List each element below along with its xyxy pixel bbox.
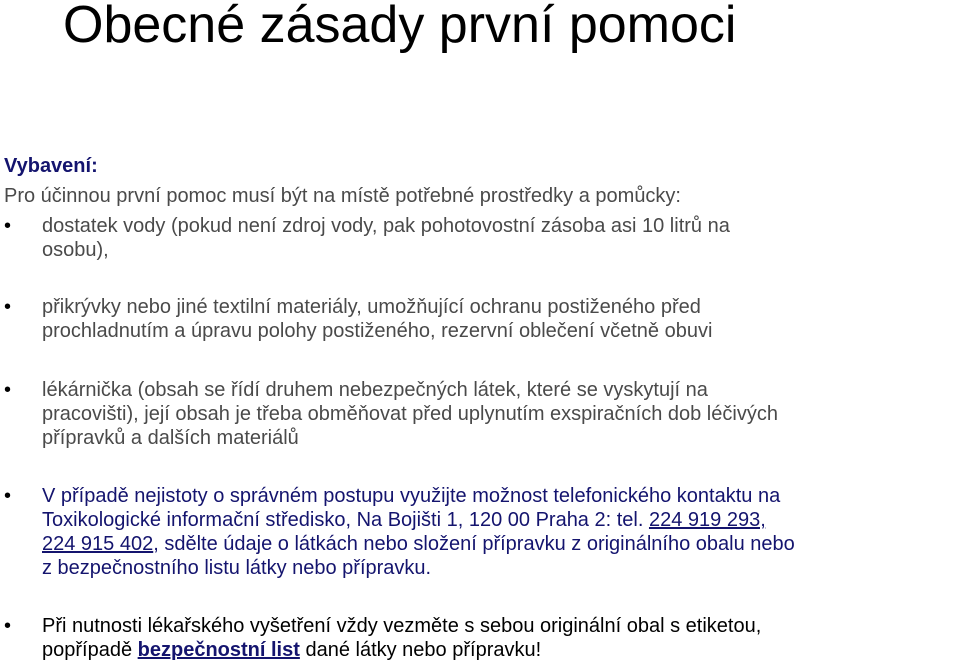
bullet-dot: • — [4, 615, 12, 637]
toxicology-center-text: Toxikologické informační středisko, Na Bojišti 1, 120 00 Praha 2: tel. — [42, 509, 644, 531]
list-item-text — [42, 484, 795, 580]
list-item-line-suffix: dané látky nebo přípravku! — [305, 639, 542, 661]
page-title: Obecné zásady první pomoci — [63, 0, 737, 54]
list-item-line — [42, 532, 795, 556]
list-item-line: prochladnutím a úpravu polohy postiženého, rezervní oblečení včetně obuvi — [42, 320, 713, 342]
list-item-line — [42, 508, 795, 532]
list-item-line: přípravků a dalších materiálů — [42, 427, 299, 449]
intro-text: Pro účinnou první pomoc musí být na místě potřebné prostředky a pomůcky: — [4, 185, 681, 207]
list-item-line: lékárnička (obsah se řídí druhem nebezpečných látek, které se vyskytují na — [42, 379, 708, 401]
bullet-dot: • — [4, 379, 12, 401]
list-item-line-prefix: popřípadě — [42, 639, 133, 661]
list-item-text — [42, 214, 730, 262]
list-item-line: pracovišti), její obsah je třeba obměňovat před uplynutím exspiračních dob léčivých — [42, 403, 778, 425]
phone-link[interactable]: 224 915 402 — [42, 533, 154, 555]
bullet-dot: • — [4, 215, 12, 237]
list-item-line: z bezpečnostního listu látky nebo přípravku. — [42, 557, 432, 579]
list-item-line: Při nutnosti lékařského vyšetření vždy vezměte s sebou originální obal s etiketou, — [42, 615, 762, 637]
list-item-line: V případě nejistoty o správném postupu využijte možnost telefonického kontaktu na — [42, 485, 781, 507]
list-item-line: osobu), — [42, 239, 109, 261]
bullet-dot: • — [4, 485, 12, 507]
list-item-text — [42, 614, 761, 662]
list-item-text — [42, 295, 712, 343]
safety-data-sheet-emphasis: bezpečnostní list — [137, 639, 300, 661]
list-item-line: dostatek vody (pokud není zdroj vody, pak pohotovostní zásoba asi 10 litrů na — [42, 215, 730, 237]
phone-link[interactable]: 224 919 293, — [648, 509, 766, 531]
bullet-dot: • — [4, 296, 12, 318]
list-item-line-rest: , sdělte údaje o látkách nebo složení přípravku z originálního obalu nebo — [153, 533, 795, 555]
section-heading: Vybavení: — [4, 155, 98, 177]
list-item-text — [42, 378, 778, 450]
list-item-line — [42, 638, 761, 662]
list-item-line: přikrývky nebo jiné textilní materiály, umožňující ochranu postiženého před — [42, 296, 701, 318]
